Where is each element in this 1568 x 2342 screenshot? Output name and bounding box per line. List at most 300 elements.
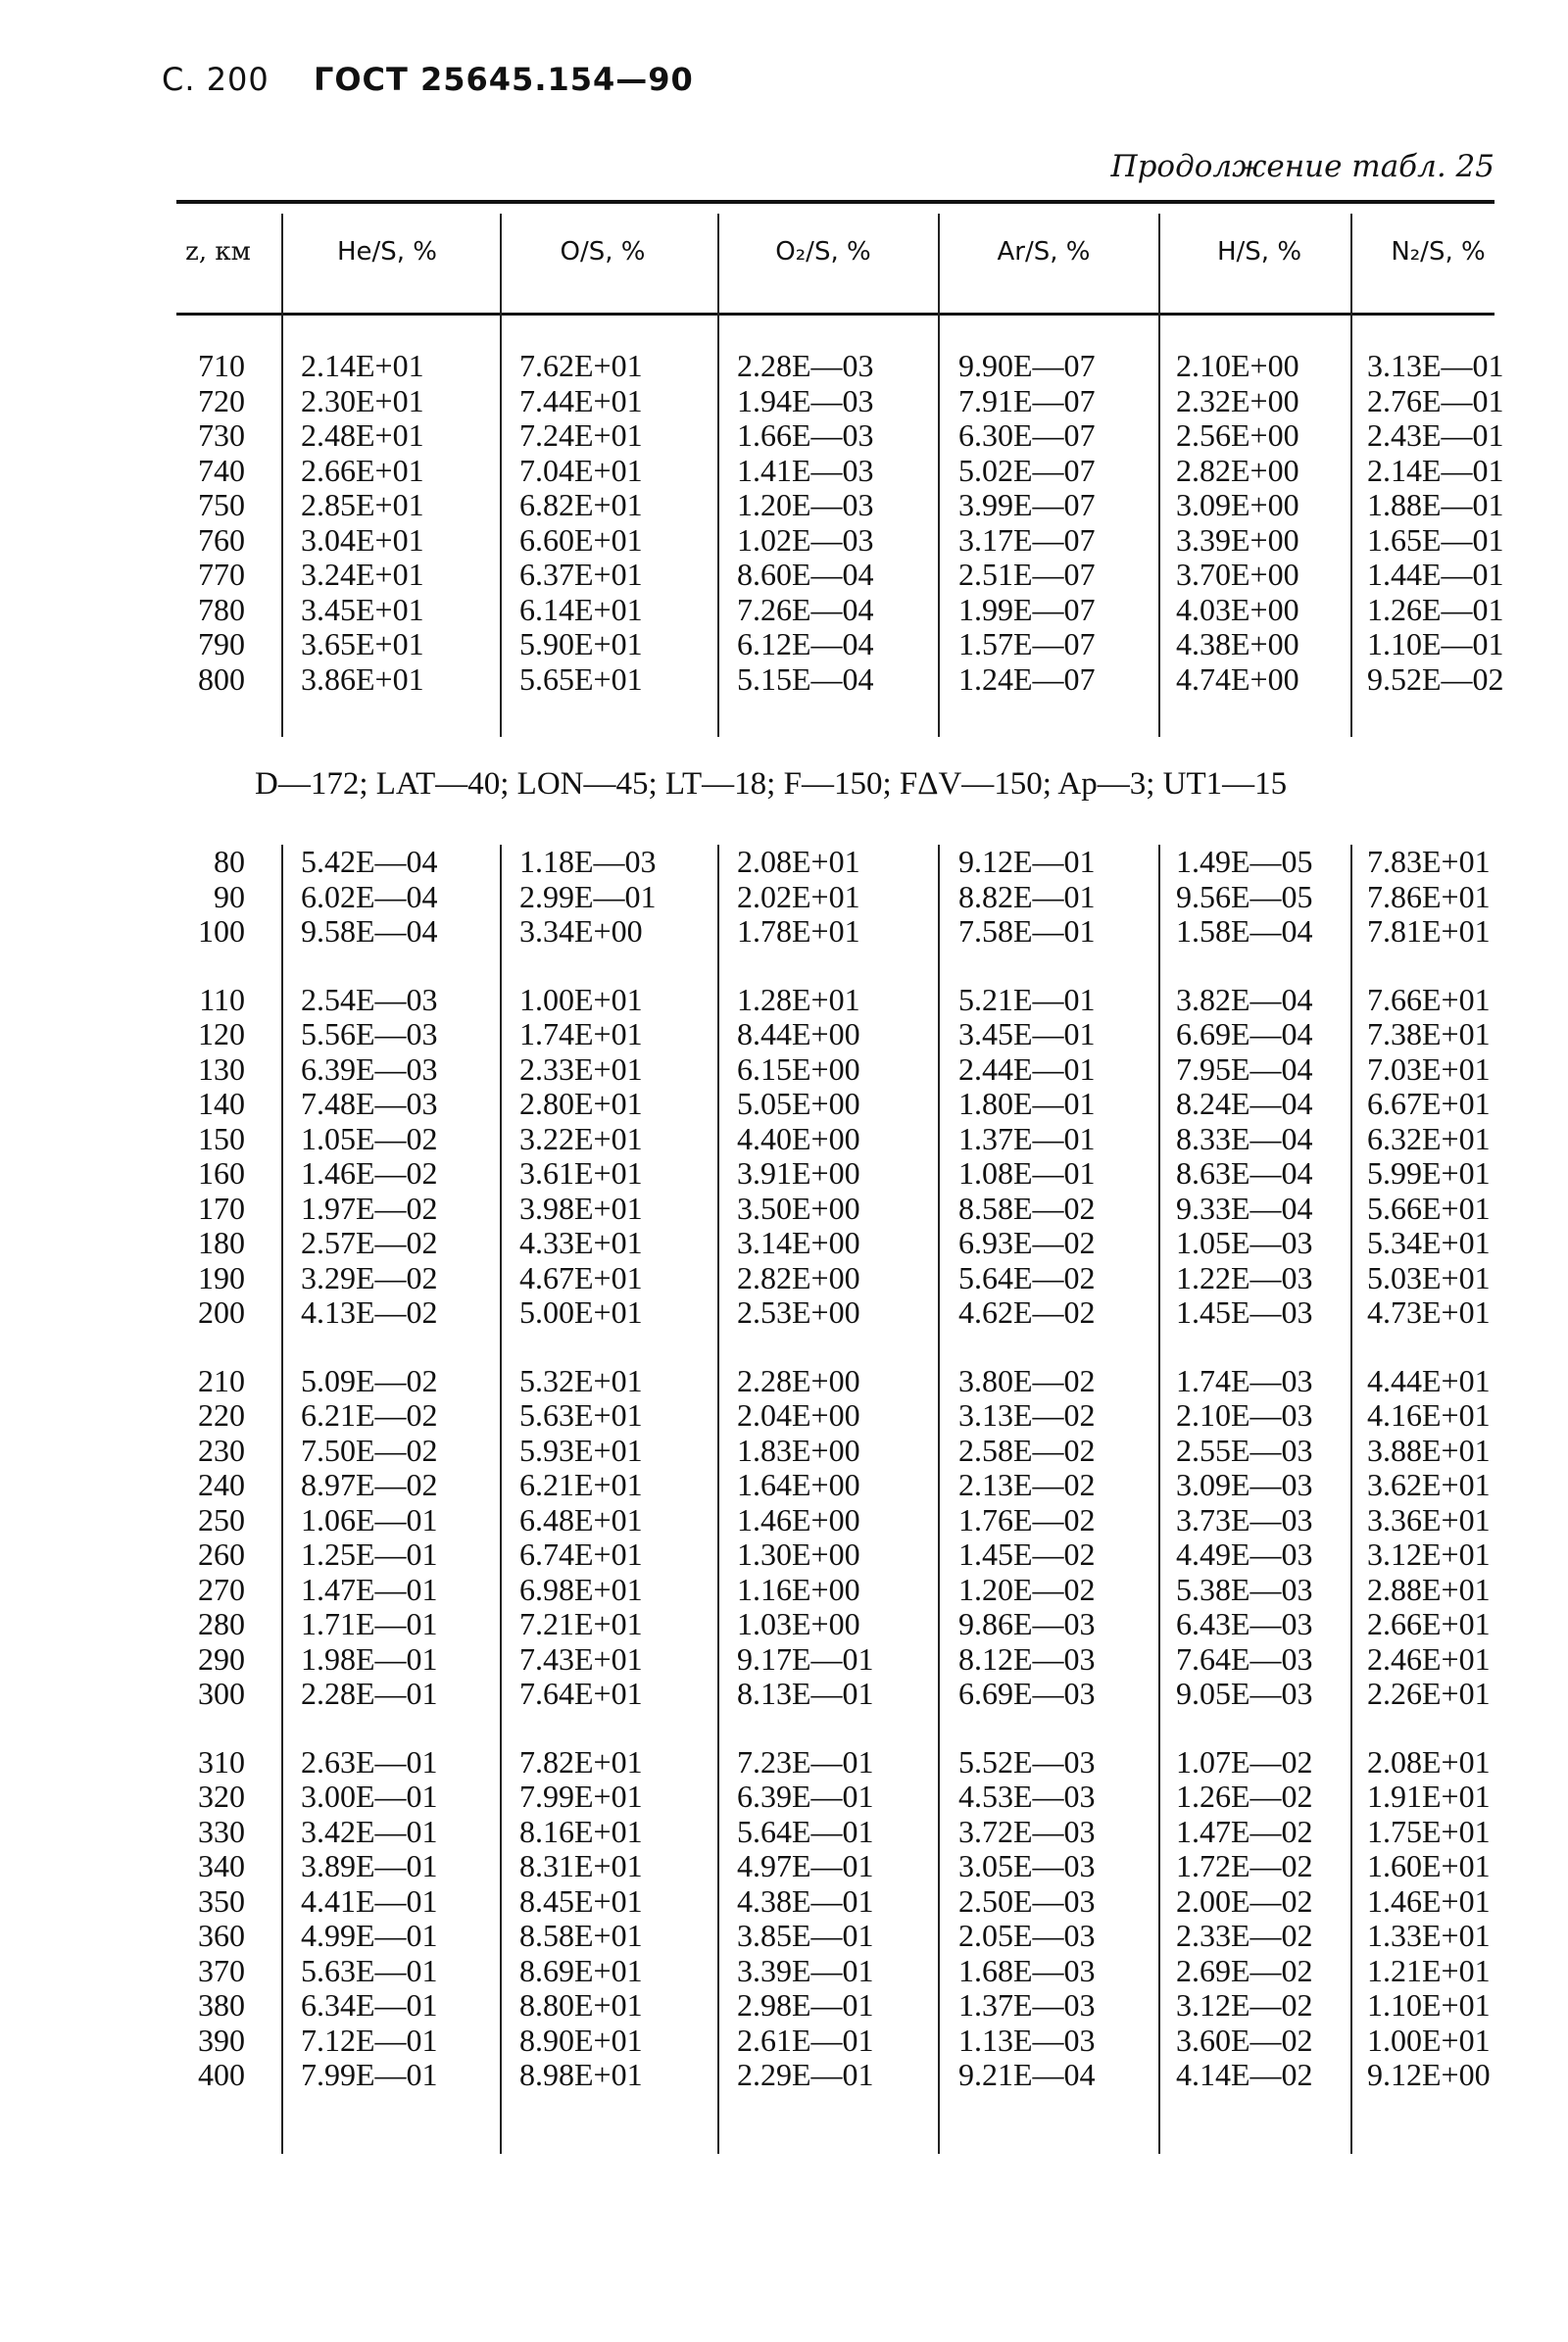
value-cell: 6.14E+01 <box>519 591 643 627</box>
value-cell: 1.74E+01 <box>519 1016 643 1051</box>
value-cell: 7.12E—01 <box>301 2022 438 2058</box>
value-cell: 4.44E+01 <box>1367 1362 1491 1398</box>
value-cell: 3.50E+00 <box>737 1190 860 1226</box>
value-cell: 2.14E+01 <box>301 348 424 383</box>
value-cell: 6.43E—03 <box>1176 1606 1313 1641</box>
table-row <box>0 1434 1568 1469</box>
value-cell: 1.08E—01 <box>958 1155 1096 1191</box>
value-cell: 2.82E+00 <box>1176 452 1299 488</box>
value-cell: 4.41E—01 <box>301 1882 438 1919</box>
value-cell: 8.69E+01 <box>519 1952 643 1988</box>
value-cell: 2.13E—02 <box>958 1467 1096 1502</box>
value-cell: 8.12E—03 <box>958 1640 1096 1677</box>
value-cell: 8.90E+01 <box>519 2022 643 2058</box>
value-cell: 4.40E+00 <box>737 1120 860 1156</box>
value-cell: 7.95E—04 <box>1176 1050 1313 1087</box>
value-cell: 5.02E—07 <box>958 452 1096 488</box>
value-cell: 8.44E+00 <box>737 1016 860 1051</box>
value-cell: 4.13E—02 <box>301 1294 438 1330</box>
column-header-1: He/S, % <box>336 237 438 267</box>
value-cell: 1.98E—01 <box>301 1640 438 1677</box>
value-cell: 5.32E+01 <box>519 1362 643 1398</box>
value-cell: 4.03E+00 <box>1176 591 1299 627</box>
altitude-cell: 370 <box>198 1952 245 1988</box>
value-cell: 2.33E+01 <box>519 1050 643 1087</box>
altitude-cell: 250 <box>198 1501 245 1537</box>
value-cell: 3.72E—03 <box>958 1813 1096 1849</box>
value-cell: 3.29E—02 <box>301 1259 438 1295</box>
table-header-rule <box>176 313 1494 316</box>
value-cell: 2.56E+00 <box>1176 417 1299 453</box>
value-cell: 5.66E+01 <box>1367 1190 1491 1226</box>
value-cell: 8.63E—04 <box>1176 1155 1313 1191</box>
value-cell: 4.62E—02 <box>958 1294 1096 1330</box>
value-cell: 3.61E+01 <box>519 1155 643 1191</box>
value-cell: 7.66E+01 <box>1367 981 1491 1017</box>
column-header-2: O/S, % <box>560 237 646 267</box>
column-header-6: N₂/S, % <box>1391 237 1486 267</box>
value-cell: 2.44E—01 <box>958 1050 1096 1087</box>
value-cell: 6.98E+01 <box>519 1571 643 1607</box>
value-cell: 3.60E—02 <box>1176 2022 1313 2058</box>
table-row <box>0 1192 1568 1227</box>
value-cell: 8.45E+01 <box>519 1882 643 1919</box>
table-row <box>0 880 1568 915</box>
altitude-cell: 320 <box>198 1779 245 1814</box>
value-cell: 1.10E+01 <box>1367 1987 1491 2023</box>
value-cell: 1.30E+00 <box>737 1537 860 1572</box>
altitude-cell: 260 <box>198 1537 245 1572</box>
value-cell: 3.39E+00 <box>1176 521 1299 558</box>
value-cell: 2.88E+01 <box>1367 1571 1491 1607</box>
value-cell: 2.46E+01 <box>1367 1640 1491 1677</box>
altitude-cell: 720 <box>198 382 245 418</box>
value-cell: 3.86E+01 <box>301 660 424 697</box>
value-cell: 1.45E—02 <box>958 1537 1096 1572</box>
value-cell: 2.00E—02 <box>1176 1882 1313 1919</box>
value-cell: 3.17E—07 <box>958 521 1096 558</box>
value-cell: 8.58E+01 <box>519 1918 643 1953</box>
value-cell: 2.76E—01 <box>1367 382 1504 418</box>
page-header <box>162 61 694 98</box>
altitude-cell: 760 <box>198 521 245 558</box>
table-row <box>0 2024 1568 2059</box>
value-cell: 6.82E+01 <box>519 487 643 522</box>
value-cell: 3.99E—07 <box>958 487 1096 522</box>
value-cell: 2.04E+00 <box>737 1397 860 1433</box>
value-cell: 1.26E—01 <box>1367 591 1504 627</box>
table-row <box>0 983 1568 1018</box>
value-cell: 1.10E—01 <box>1367 626 1504 661</box>
altitude-cell: 100 <box>198 913 245 949</box>
altitude-cell: 200 <box>198 1294 245 1330</box>
value-cell: 4.14E—02 <box>1176 2057 1313 2092</box>
value-cell: 2.10E+00 <box>1176 348 1299 383</box>
altitude-cell: 110 <box>199 981 245 1017</box>
value-cell: 6.02E—04 <box>301 878 438 914</box>
value-cell: 3.80E—02 <box>958 1362 1096 1398</box>
table-row <box>0 1780 1568 1815</box>
value-cell: 8.13E—01 <box>737 1676 874 1711</box>
value-cell: 1.65E—01 <box>1367 521 1504 558</box>
value-cell: 2.50E—03 <box>958 1882 1096 1919</box>
value-cell: 6.15E+00 <box>737 1050 860 1087</box>
table-row <box>0 523 1568 559</box>
value-cell: 7.64E+01 <box>519 1676 643 1711</box>
altitude-cell: 710 <box>198 348 245 383</box>
table-row <box>0 1745 1568 1781</box>
value-cell: 3.13E—02 <box>958 1397 1096 1433</box>
altitude-cell: 800 <box>198 660 245 697</box>
value-cell: 4.99E—01 <box>301 1918 438 1953</box>
altitude-cell: 400 <box>198 2057 245 2092</box>
altitude-cell: 190 <box>198 1259 245 1295</box>
value-cell: 2.28E—01 <box>301 1676 438 1711</box>
altitude-cell: 140 <box>198 1086 245 1121</box>
table-row <box>0 1919 1568 1954</box>
value-cell: 5.42E—04 <box>301 844 438 879</box>
value-cell: 7.44E+01 <box>519 382 643 418</box>
value-cell: 6.21E—02 <box>301 1397 438 1433</box>
value-cell: 6.48E+01 <box>519 1501 643 1537</box>
value-cell: 3.70E+00 <box>1176 557 1299 592</box>
value-cell: 8.98E+01 <box>519 2057 643 2092</box>
table-row <box>0 1087 1568 1122</box>
value-cell: 1.05E—02 <box>301 1120 438 1156</box>
altitude-cell: 790 <box>198 626 245 661</box>
value-cell: 1.18E—03 <box>519 844 657 879</box>
value-cell: 8.82E—01 <box>958 878 1096 914</box>
altitude-cell: 380 <box>198 1987 245 2023</box>
value-cell: 4.33E+01 <box>519 1225 643 1260</box>
value-cell: 1.03E+00 <box>737 1606 860 1641</box>
value-cell: 8.80E+01 <box>519 1987 643 2023</box>
altitude-cell: 210 <box>198 1362 245 1398</box>
value-cell: 5.63E+01 <box>519 1397 643 1433</box>
table-row <box>0 1642 1568 1678</box>
value-cell: 2.54E—03 <box>301 981 438 1017</box>
altitude-cell: 300 <box>198 1676 245 1711</box>
altitude-cell: 170 <box>198 1190 245 1226</box>
value-cell: 1.83E+00 <box>737 1432 860 1468</box>
value-cell: 3.04E+01 <box>301 521 424 558</box>
value-cell: 1.78E+01 <box>737 913 860 949</box>
column-header-3: O₂/S, % <box>775 237 871 267</box>
value-cell: 5.09E—02 <box>301 1362 438 1398</box>
value-cell: 7.99E—01 <box>301 2057 438 2092</box>
value-cell: 1.20E—02 <box>958 1571 1096 1607</box>
value-cell: 2.26E+01 <box>1367 1676 1491 1711</box>
value-cell: 4.53E—03 <box>958 1779 1096 1814</box>
value-cell: 3.88E+01 <box>1367 1432 1491 1468</box>
value-cell: 1.44E—01 <box>1367 557 1504 592</box>
value-cell: 2.05E—03 <box>958 1918 1096 1953</box>
value-cell: 3.14E+00 <box>737 1225 860 1260</box>
value-cell: 7.48E—03 <box>301 1086 438 1121</box>
value-cell: 7.82E+01 <box>519 1743 643 1780</box>
value-cell: 9.12E—01 <box>958 844 1096 879</box>
value-cell: 8.33E—04 <box>1176 1120 1313 1156</box>
value-cell: 3.85E—01 <box>737 1918 874 1953</box>
altitude-cell: 290 <box>198 1640 245 1677</box>
value-cell: 7.62E+01 <box>519 348 643 383</box>
table-row <box>0 1815 1568 1850</box>
conditions-line: D—172; LAT—40; LON—45; LT—18; F—150; FΔV—150; Ap—3; UT1—15 <box>255 766 1288 802</box>
value-cell: 2.53E+00 <box>737 1294 860 1330</box>
value-cell: 9.56E—05 <box>1176 878 1313 914</box>
altitude-cell: 120 <box>198 1016 245 1051</box>
altitude-cell: 220 <box>198 1397 245 1433</box>
value-cell: 4.38E—01 <box>737 1882 874 1919</box>
value-cell: 5.63E—01 <box>301 1952 438 1988</box>
altitude-cell: 240 <box>198 1467 245 1502</box>
value-cell: 1.57E—07 <box>958 626 1096 661</box>
value-cell: 5.64E—02 <box>958 1259 1096 1295</box>
altitude-cell: 180 <box>198 1225 245 1260</box>
value-cell: 1.28E+01 <box>737 981 860 1017</box>
value-cell: 6.69E—03 <box>958 1676 1096 1711</box>
value-cell: 1.64E+00 <box>737 1467 860 1502</box>
value-cell: 2.58E—02 <box>958 1432 1096 1468</box>
table-row <box>0 488 1568 523</box>
value-cell: 1.88E—01 <box>1367 487 1504 522</box>
table-row <box>0 1537 1568 1573</box>
value-cell: 1.46E+01 <box>1367 1882 1491 1919</box>
value-cell: 1.91E+01 <box>1367 1779 1491 1814</box>
table-row <box>0 1122 1568 1157</box>
value-cell: 1.47E—01 <box>301 1571 438 1607</box>
value-cell: 1.58E—04 <box>1176 913 1313 949</box>
value-cell: 1.46E—02 <box>301 1155 438 1191</box>
value-cell: 6.21E+01 <box>519 1467 643 1502</box>
column-header-0: z, км <box>185 237 251 267</box>
standard-number: ГОСТ 25645.154—90 <box>313 61 694 98</box>
value-cell: 7.81E+01 <box>1367 913 1491 949</box>
value-cell: 1.47E—02 <box>1176 1813 1313 1849</box>
value-cell: 1.24E—07 <box>958 660 1096 697</box>
value-cell: 1.37E—03 <box>958 1987 1096 2023</box>
value-cell: 2.48E+01 <box>301 417 424 453</box>
value-cell: 8.58E—02 <box>958 1190 1096 1226</box>
value-cell: 7.38E+01 <box>1367 1016 1491 1051</box>
value-cell: 2.69E—02 <box>1176 1952 1313 1988</box>
value-cell: 9.05E—03 <box>1176 1676 1313 1711</box>
value-cell: 3.12E—02 <box>1176 1987 1313 2023</box>
value-cell: 8.24E—04 <box>1176 1086 1313 1121</box>
value-cell: 2.66E+01 <box>301 452 424 488</box>
value-cell: 3.82E—04 <box>1176 981 1313 1017</box>
table-row <box>0 349 1568 384</box>
value-cell: 5.99E+01 <box>1367 1155 1491 1191</box>
value-cell: 9.90E—07 <box>958 348 1096 383</box>
table-row <box>0 418 1568 454</box>
value-cell: 1.26E—02 <box>1176 1779 1313 1814</box>
value-cell: 2.29E—01 <box>737 2057 874 2092</box>
table-row <box>0 1884 1568 1920</box>
value-cell: 7.50E—02 <box>301 1432 438 1468</box>
value-cell: 5.00E+01 <box>519 1294 643 1330</box>
value-cell: 6.39E—03 <box>301 1050 438 1087</box>
value-cell: 1.06E—01 <box>301 1501 438 1537</box>
value-cell: 3.36E+01 <box>1367 1501 1491 1537</box>
value-cell: 1.02E—03 <box>737 521 874 558</box>
table-row <box>0 662 1568 698</box>
altitude-cell: 80 <box>214 844 245 879</box>
value-cell: 4.97E—01 <box>737 1848 874 1883</box>
value-cell: 2.28E+00 <box>737 1362 860 1398</box>
value-cell: 1.94E—03 <box>737 382 874 418</box>
value-cell: 3.34E+00 <box>519 913 643 949</box>
value-cell: 1.72E—02 <box>1176 1848 1313 1883</box>
table-row <box>0 1156 1568 1192</box>
table-row <box>0 845 1568 880</box>
altitude-cell: 310 <box>198 1743 245 1780</box>
column-header-5: H/S, % <box>1216 237 1302 267</box>
value-cell: 2.61E—01 <box>737 2022 874 2058</box>
table-row <box>0 1468 1568 1503</box>
value-cell: 2.43E—01 <box>1367 417 1504 453</box>
altitude-cell: 230 <box>198 1432 245 1468</box>
value-cell: 7.03E+01 <box>1367 1050 1491 1087</box>
value-cell: 6.74E+01 <box>519 1537 643 1572</box>
value-cell: 3.13E—01 <box>1367 348 1504 383</box>
value-cell: 5.15E—04 <box>737 660 874 697</box>
altitude-cell: 270 <box>198 1571 245 1607</box>
value-cell: 3.45E+01 <box>301 591 424 627</box>
table-row <box>0 1017 1568 1052</box>
value-cell: 2.98E—01 <box>737 1987 874 2023</box>
value-cell: 9.17E—01 <box>737 1640 874 1677</box>
table-row <box>0 1607 1568 1642</box>
table-row <box>0 1295 1568 1331</box>
table-row <box>0 1398 1568 1434</box>
altitude-cell: 770 <box>198 557 245 592</box>
value-cell: 7.23E—01 <box>737 1743 874 1780</box>
value-cell: 6.37E+01 <box>519 557 643 592</box>
value-cell: 1.00E+01 <box>1367 2022 1491 2058</box>
value-cell: 2.66E+01 <box>1367 1606 1491 1641</box>
altitude-cell: 330 <box>198 1813 245 1849</box>
value-cell: 4.49E—03 <box>1176 1537 1313 1572</box>
value-cell: 3.89E—01 <box>301 1848 438 1883</box>
altitude-cell: 130 <box>198 1050 245 1087</box>
value-cell: 8.16E+01 <box>519 1813 643 1849</box>
column-header-4: Ar/S, % <box>997 237 1091 267</box>
value-cell: 2.33E—02 <box>1176 1918 1313 1953</box>
value-cell: 9.52E—02 <box>1367 660 1504 697</box>
table-row <box>0 384 1568 419</box>
altitude-cell: 390 <box>198 2022 245 2058</box>
altitude-cell: 90 <box>214 878 245 914</box>
table-row <box>0 1261 1568 1296</box>
value-cell: 3.42E—01 <box>301 1813 438 1849</box>
value-cell: 2.02E+01 <box>737 878 860 914</box>
table-row <box>0 454 1568 489</box>
table-row <box>0 1364 1568 1399</box>
value-cell: 9.12E+00 <box>1367 2057 1491 2092</box>
value-cell: 7.04E+01 <box>519 452 643 488</box>
value-cell: 1.05E—03 <box>1176 1225 1313 1260</box>
value-cell: 3.12E+01 <box>1367 1537 1491 1572</box>
altitude-cell: 750 <box>198 487 245 522</box>
altitude-cell: 350 <box>198 1882 245 1919</box>
value-cell: 1.71E—01 <box>301 1606 438 1641</box>
value-cell: 5.90E+01 <box>519 626 643 661</box>
value-cell: 5.93E+01 <box>519 1432 643 1468</box>
value-cell: 4.38E+00 <box>1176 626 1299 661</box>
value-cell: 2.63E—01 <box>301 1743 438 1780</box>
value-cell: 9.33E—04 <box>1176 1190 1313 1226</box>
value-cell: 6.34E—01 <box>301 1987 438 2023</box>
altitude-cell: 360 <box>198 1918 245 1953</box>
value-cell: 1.16E+00 <box>737 1571 860 1607</box>
value-cell: 2.85E+01 <box>301 487 424 522</box>
value-cell: 4.67E+01 <box>519 1259 643 1295</box>
table-continuation-label: Продолжение табл. 25 <box>1110 149 1494 184</box>
value-cell: 8.97E—02 <box>301 1467 438 1502</box>
value-cell: 6.67E+01 <box>1367 1086 1491 1121</box>
value-cell: 1.68E—03 <box>958 1952 1096 1988</box>
value-cell: 1.21E+01 <box>1367 1952 1491 1988</box>
value-cell: 5.56E—03 <box>301 1016 438 1051</box>
altitude-cell: 740 <box>198 452 245 488</box>
value-cell: 2.55E—03 <box>1176 1432 1313 1468</box>
value-cell: 1.49E—05 <box>1176 844 1313 879</box>
table-row <box>0 1849 1568 1884</box>
value-cell: 5.21E—01 <box>958 981 1096 1017</box>
value-cell: 2.30E+01 <box>301 382 424 418</box>
value-cell: 6.60E+01 <box>519 521 643 558</box>
value-cell: 5.03E+01 <box>1367 1259 1491 1295</box>
table-row <box>0 1677 1568 1712</box>
table-row <box>0 1052 1568 1088</box>
value-cell: 1.25E—01 <box>301 1537 438 1572</box>
value-cell: 3.45E—01 <box>958 1016 1096 1051</box>
value-cell: 9.86E—03 <box>958 1606 1096 1641</box>
altitude-cell: 150 <box>198 1120 245 1156</box>
value-cell: 3.09E+00 <box>1176 487 1299 522</box>
table-row <box>0 2058 1568 2093</box>
value-cell: 5.52E—03 <box>958 1743 1096 1780</box>
value-cell: 6.69E—04 <box>1176 1016 1313 1051</box>
value-cell: 1.45E—03 <box>1176 1294 1313 1330</box>
value-cell: 2.08E+01 <box>737 844 860 879</box>
value-cell: 8.31E+01 <box>519 1848 643 1883</box>
value-cell: 4.74E+00 <box>1176 660 1299 697</box>
value-cell: 9.58E—04 <box>301 913 438 949</box>
table-row <box>0 593 1568 628</box>
value-cell: 3.62E+01 <box>1367 1467 1491 1502</box>
value-cell: 1.74E—03 <box>1176 1362 1313 1398</box>
value-cell: 1.22E—03 <box>1176 1259 1313 1295</box>
value-cell: 1.99E—07 <box>958 591 1096 627</box>
value-cell: 2.82E+00 <box>737 1259 860 1295</box>
value-cell: 3.98E+01 <box>519 1190 643 1226</box>
value-cell: 1.07E—02 <box>1176 1743 1313 1780</box>
altitude-cell: 780 <box>198 591 245 627</box>
value-cell: 1.41E—03 <box>737 452 874 488</box>
value-cell: 1.66E—03 <box>737 417 874 453</box>
value-cell: 2.08E+01 <box>1367 1743 1491 1780</box>
value-cell: 3.24E+01 <box>301 557 424 592</box>
value-cell: 2.28E—03 <box>737 348 874 383</box>
value-cell: 5.65E+01 <box>519 660 643 697</box>
value-cell: 7.24E+01 <box>519 417 643 453</box>
value-cell: 2.57E—02 <box>301 1225 438 1260</box>
value-cell: 7.26E—04 <box>737 591 874 627</box>
table-row <box>0 627 1568 662</box>
value-cell: 5.05E+00 <box>737 1086 860 1121</box>
